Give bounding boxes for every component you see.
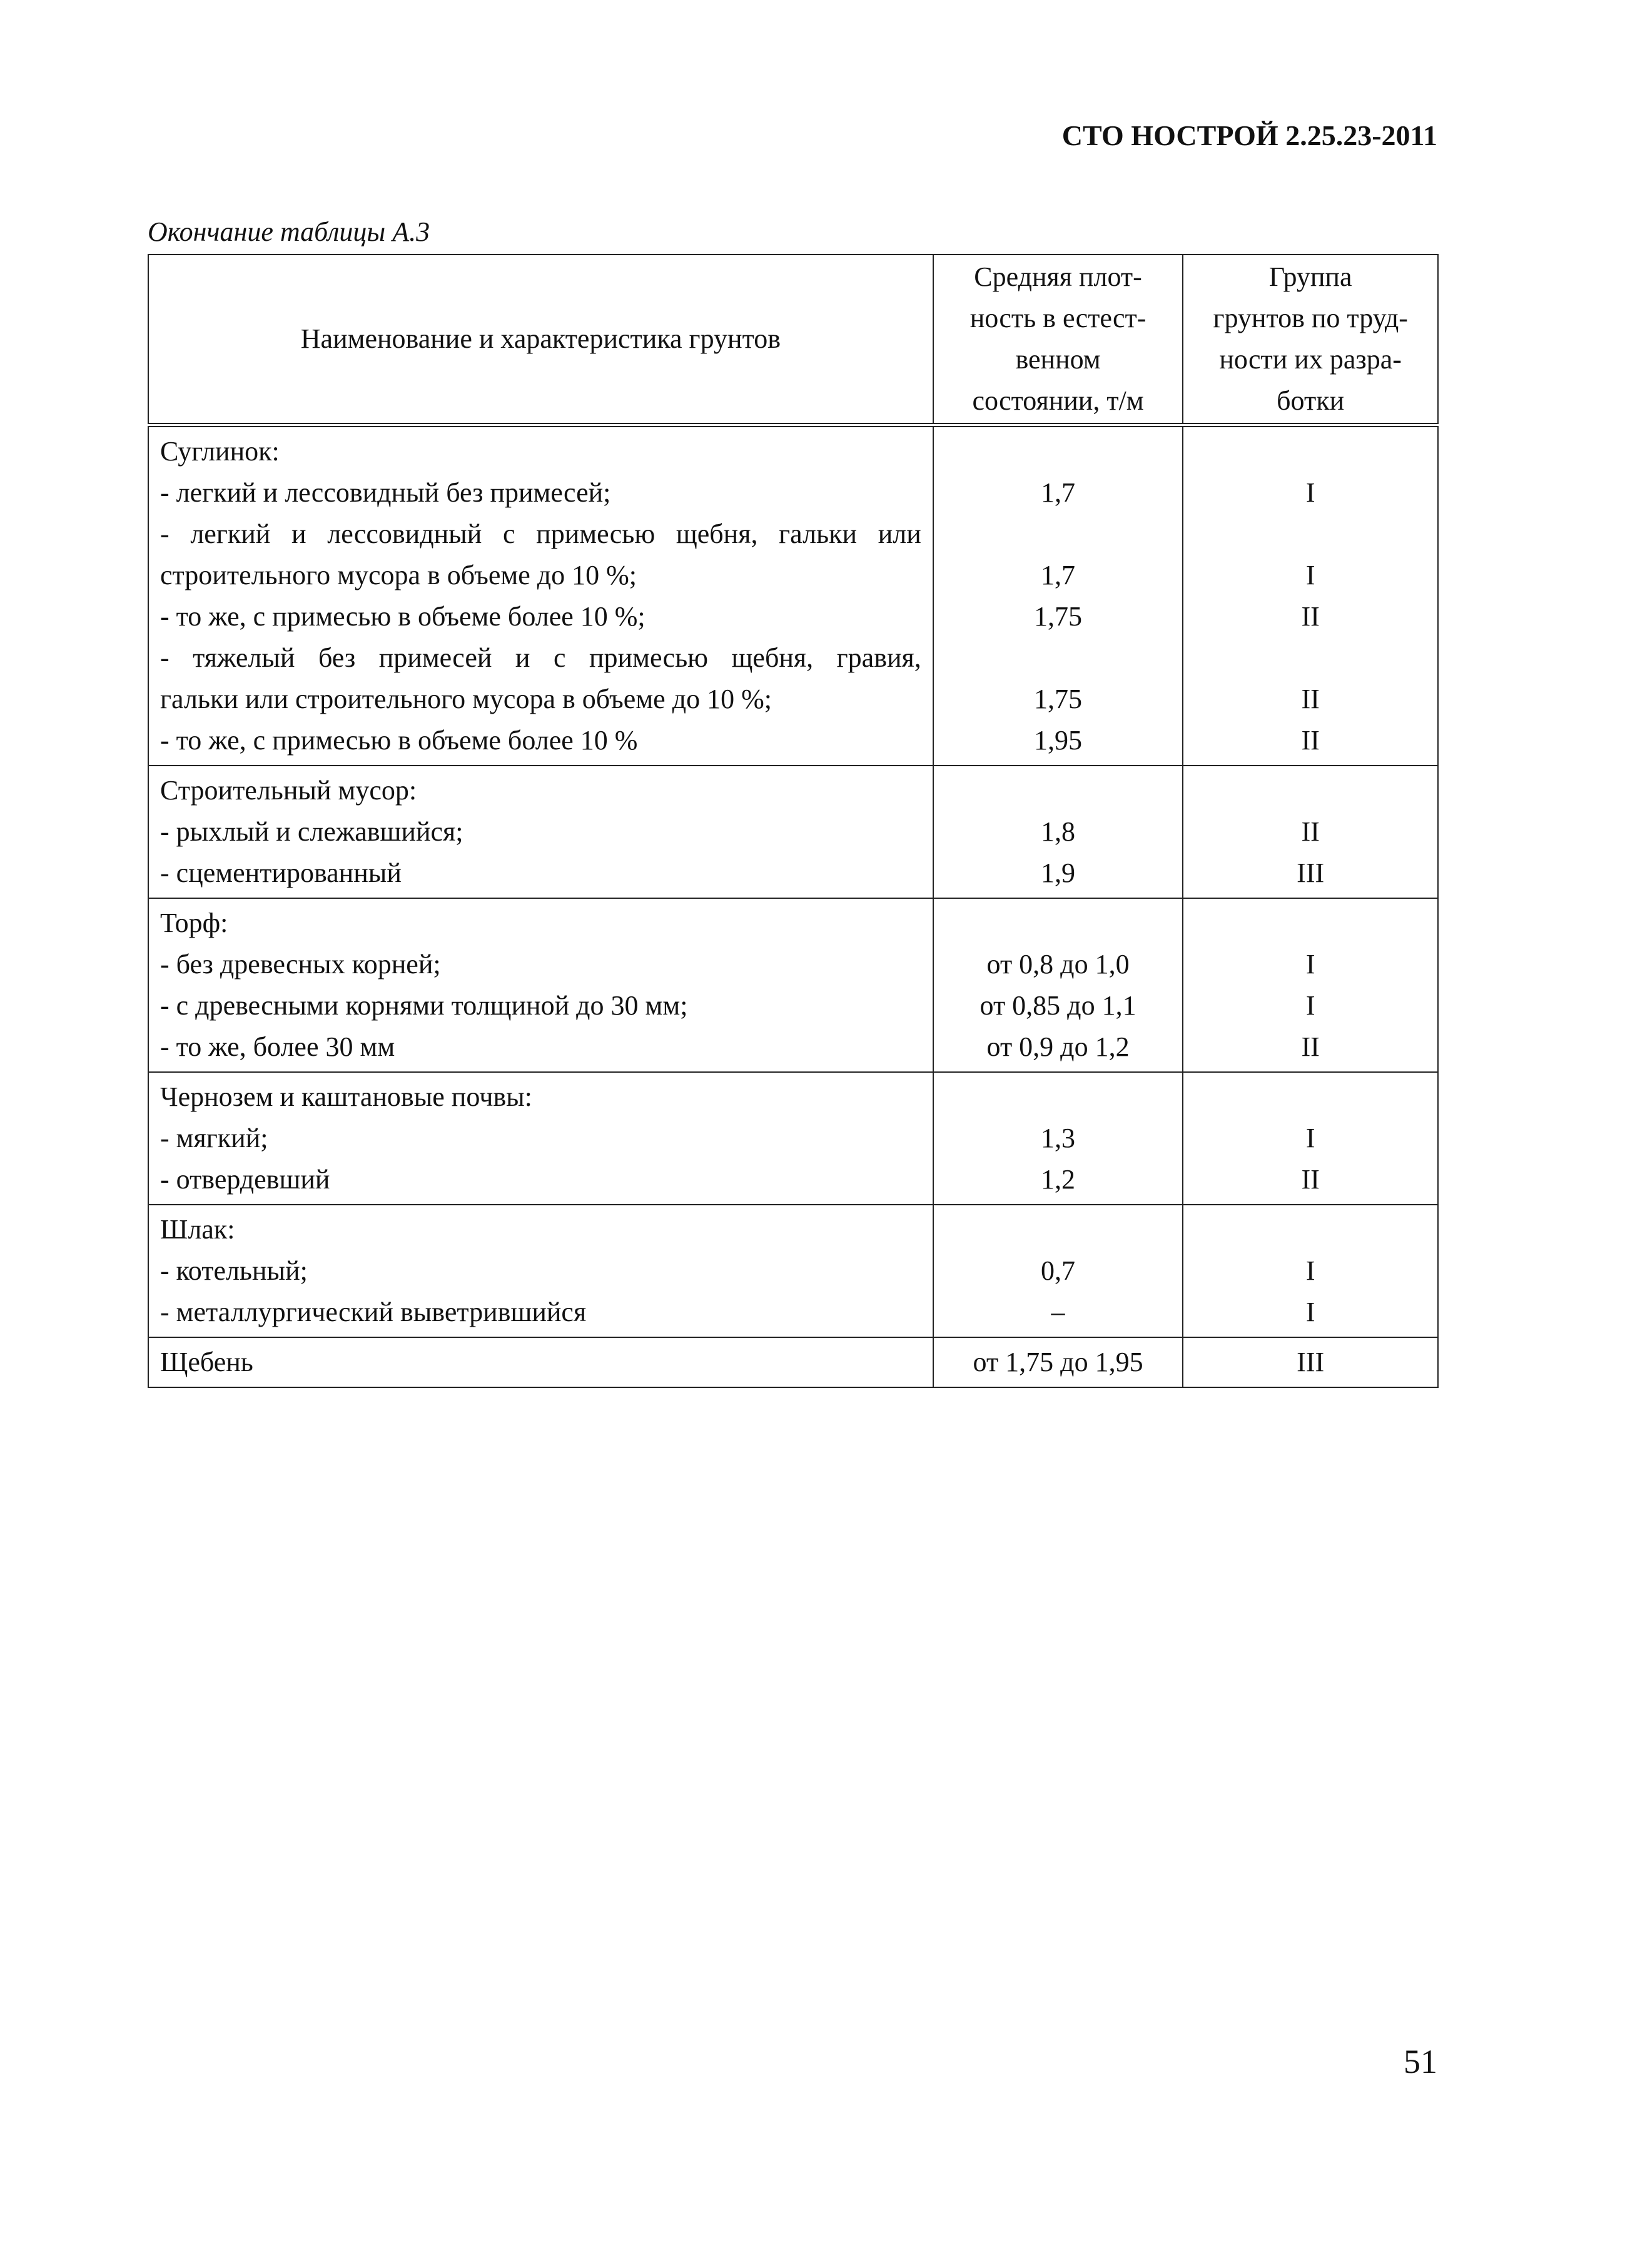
group-spacer — [1195, 431, 1426, 472]
soil-line: - легкий и лессовидный без примесей; — [160, 477, 611, 508]
soil-line: - то же, с примесью в объеме более 10 %; — [160, 601, 645, 632]
table-row — [148, 425, 1438, 766]
soil-line: - тяжелый без примесей и с примесью щебня, гравия, — [160, 642, 921, 673]
column-header-group — [1183, 255, 1438, 425]
density-spacer — [945, 1076, 1172, 1118]
header-line: ботки — [1277, 385, 1345, 416]
soil-line: - рыхлый и слежавшийся; — [160, 816, 463, 847]
density-value: 0,7 — [1041, 1255, 1076, 1286]
table-header — [148, 255, 1438, 425]
group-value: I — [1305, 1297, 1315, 1327]
density-cell — [933, 766, 1183, 898]
group-cell — [1183, 425, 1438, 766]
table-row — [148, 766, 1438, 898]
group-spacer — [1195, 770, 1426, 811]
density-value: 1,8 — [1041, 816, 1076, 847]
table-body — [148, 425, 1438, 1388]
density-cell — [933, 1072, 1183, 1205]
group-value: I — [1305, 949, 1315, 980]
soil-group-name: Торф: — [160, 908, 228, 938]
header-line: Группа — [1268, 261, 1352, 292]
table-row — [148, 898, 1438, 1072]
density-cell — [933, 898, 1183, 1072]
group-value: II — [1301, 601, 1320, 632]
group-spacer — [1195, 1076, 1426, 1118]
soil-name-cell — [148, 1205, 933, 1337]
density-value — [945, 637, 1172, 679]
header-line: венном — [1015, 344, 1101, 375]
density-value — [945, 514, 1172, 555]
density-value: 1,2 — [1041, 1164, 1076, 1195]
header-line: ности их разра- — [1219, 344, 1402, 375]
soil-line: - то же, с примесью в объеме более 10 % — [160, 725, 638, 756]
density-spacer — [945, 431, 1172, 472]
density-value: 1,3 — [1041, 1123, 1076, 1153]
soil-group-name: Шлак: — [160, 1214, 235, 1245]
group-value: II — [1301, 816, 1320, 847]
group-cell — [1183, 1072, 1438, 1205]
page-number: 51 — [1404, 2043, 1437, 2080]
density-value: 1,9 — [1041, 858, 1076, 888]
soil-line: - с древесными корнями толщиной до 30 мм; — [160, 990, 688, 1021]
density-spacer — [945, 770, 1172, 811]
density-value: – — [1051, 1297, 1065, 1327]
column-header-density — [933, 255, 1183, 425]
group-cell — [1183, 1337, 1438, 1387]
density-value: 1,95 — [1034, 725, 1083, 756]
soil-name-cell — [148, 766, 933, 898]
group-value: II — [1301, 1031, 1320, 1062]
density-cell — [933, 425, 1183, 766]
group-value: I — [1305, 990, 1315, 1021]
group-cell — [1183, 766, 1438, 898]
density-spacer — [945, 903, 1172, 944]
soil-group-name: Суглинок: — [160, 436, 280, 467]
soil-line: - мягкий; — [160, 1123, 268, 1153]
soil-group-name: Щебень — [160, 1347, 253, 1377]
density-value: от 0,8 до 1,0 — [986, 949, 1130, 980]
group-value: III — [1297, 1347, 1325, 1377]
density-cell — [933, 1205, 1183, 1337]
group-value — [1195, 514, 1426, 555]
soil-group-name: Чернозем и каштановые почвы: — [160, 1081, 532, 1112]
density-value: 1,75 — [1034, 684, 1083, 714]
group-value: II — [1301, 725, 1320, 756]
group-cell — [1183, 1205, 1438, 1337]
header-line: состоянии, т/м — [972, 385, 1144, 416]
density-cell — [933, 1337, 1183, 1387]
group-value: II — [1301, 684, 1320, 714]
density-spacer — [945, 1209, 1172, 1250]
density-value: от 0,9 до 1,2 — [986, 1031, 1130, 1062]
soil-line: - сцементированный — [160, 858, 402, 888]
group-value: I — [1305, 560, 1315, 590]
header-line: Наименование и характеристика грунтов — [300, 323, 781, 354]
document-code: СТО НОСТРОЙ 2.25.23-2011 — [1061, 119, 1437, 151]
group-value: III — [1297, 858, 1325, 888]
group-spacer — [1195, 1209, 1426, 1250]
header-line: грунтов по труд- — [1213, 303, 1408, 333]
group-value: II — [1301, 1164, 1320, 1195]
density-value: 1,75 — [1034, 601, 1083, 632]
header-line: Средняя плот- — [974, 261, 1142, 292]
header-line: ность в естест- — [969, 303, 1147, 333]
soil-group-name: Строительный мусор: — [160, 775, 417, 806]
density-value: 1,7 — [1041, 477, 1076, 508]
soil-line: - котельный; — [160, 1255, 308, 1286]
soil-name-cell — [148, 425, 933, 766]
soil-line: - то же, более 30 мм — [160, 1031, 395, 1062]
soil-line: - легкий и лессовидный с примесью щебня, гальки или — [160, 519, 921, 549]
group-spacer — [1195, 903, 1426, 944]
soil-name-cell — [148, 898, 933, 1072]
column-header-name — [148, 255, 933, 425]
group-value: I — [1305, 1123, 1315, 1153]
group-value — [1195, 637, 1426, 679]
table-row — [148, 1205, 1438, 1337]
soil-line: - металлургический выветрившийся — [160, 1297, 587, 1327]
group-value: I — [1305, 1255, 1315, 1286]
soil-name-cell — [148, 1337, 933, 1387]
soil-table — [148, 254, 1439, 1388]
table-row — [148, 1337, 1438, 1387]
density-value: 1,7 — [1041, 560, 1076, 590]
group-value: I — [1305, 477, 1315, 508]
density-value: от 0,85 до 1,1 — [980, 990, 1136, 1021]
soil-line: - отвердевший — [160, 1164, 330, 1195]
header-row — [148, 255, 1438, 425]
soil-line: строительного мусора в объеме до 10 %; — [160, 560, 637, 590]
soil-line: - без древесных корней; — [160, 949, 441, 980]
soil-line: гальки или строительного мусора в объеме до 10 %; — [160, 684, 772, 714]
table-row — [148, 1072, 1438, 1205]
group-cell — [1183, 898, 1438, 1072]
density-value: от 1,75 до 1,95 — [973, 1347, 1143, 1377]
soil-name-cell — [148, 1072, 933, 1205]
table-caption: Окончание таблицы А.3 — [148, 216, 430, 247]
